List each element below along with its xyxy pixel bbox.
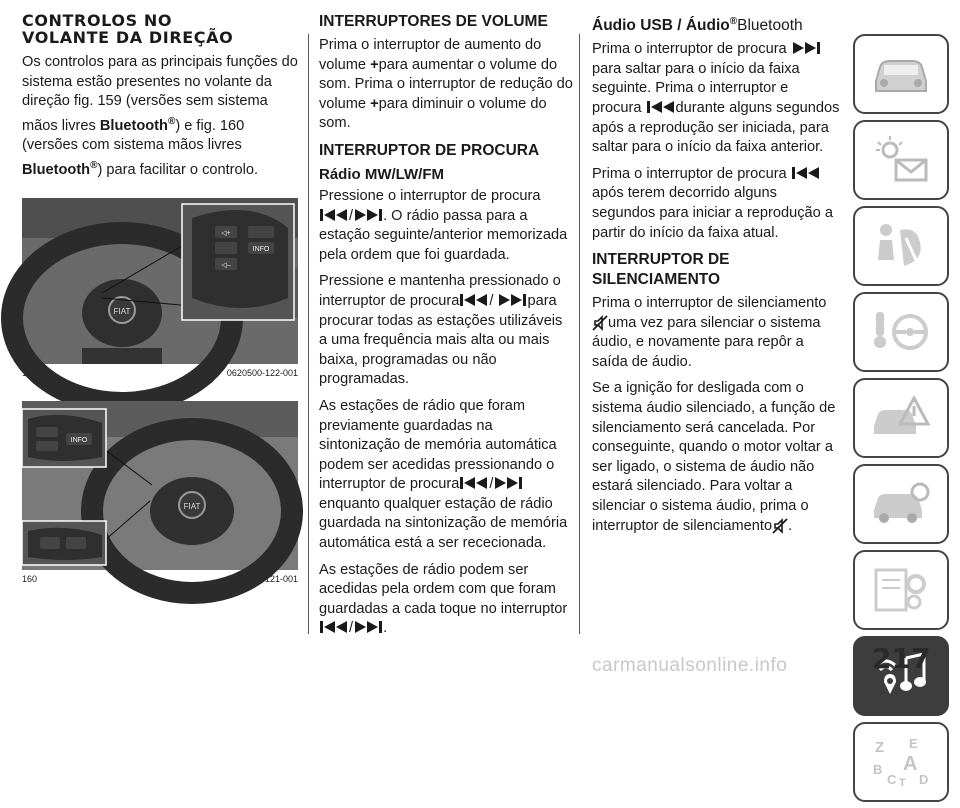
paragraph-mute-1: Prima o interruptor de silenciamento uma vez para silenciar o sistema áudio, e novamente para repôr a saída de áudio. <box>592 295 827 370</box>
index-letter: D <box>919 772 929 787</box>
mute-icon <box>592 315 608 329</box>
paragraph-mute-2: Se a ignição for desligada com o sistema áudio silenciado, a função de silenciamento será cancelada. Por conseguinte, quando o motor voltar a ser ligado, o sistema de áudio não estará silenciado. Para voltar a silenciar o sistema áudio, prima o interruptor de silenciamento . <box>592 380 836 534</box>
alphabetical-index-icon <box>869 734 933 790</box>
svg-text:FIAT: FIAT <box>183 502 201 512</box>
column-divider <box>308 34 309 634</box>
warning-lights-icon <box>870 134 932 186</box>
watermark: carmanualsonline.info <box>592 655 788 676</box>
index-letter: E <box>909 736 918 751</box>
section-heading-steering-controls: CONTROLOS NO VOLANTE DA DIREÇÃO <box>22 11 234 47</box>
index-letter: Z <box>875 739 885 756</box>
paragraph-search-3: As estações de rádio que foram previamente guardadas na sintonização de memória automática podem ser acedidas pressionando o interruptor de procura / enquanto qualquer estação de rádio guardada na sintonização de memória automática está a ser rececionada. <box>319 397 568 552</box>
seek-next-icon <box>493 476 523 490</box>
car-dashboard-icon <box>870 51 932 97</box>
technical-data-icon <box>870 564 932 616</box>
column-3 <box>592 12 840 543</box>
mute-icon <box>772 518 788 532</box>
figure-159-steering-wheel <box>22 198 298 364</box>
heading-volume-switches: INTERRUPTORES DE VOLUME <box>319 13 548 30</box>
svg-text:FIAT: FIAT <box>113 307 131 317</box>
paragraph-search-4: As estações de rádio podem ser acedidas pela ordem com que foram guardadas a cada toque no interruptor / . <box>319 561 568 637</box>
tab-starting-driving[interactable] <box>853 292 949 372</box>
page-number: 217 <box>872 642 931 675</box>
tab-emergency[interactable] <box>853 378 949 458</box>
bluetooth-brand: Bluetooth® <box>99 115 176 134</box>
index-letter: C <box>887 772 897 787</box>
tab-warning-lights[interactable] <box>853 120 949 200</box>
key-steering-icon <box>870 306 932 358</box>
intro-paragraph: Os controlos para as principais funções do sistema estão presentes no volante da direção fig. 159 (versões sem sistema mãos livres Bluetooth®) e fig. 160 (versões com sistema mãos livres Bluetooth®) para facilitar o controlo. <box>22 54 298 178</box>
seek-next-icon <box>353 208 383 222</box>
seek-previous-icon <box>319 620 349 634</box>
index-letter: A <box>903 753 918 775</box>
figure-caption: 159 0620500-122-001 <box>22 368 298 379</box>
paragraph-volume: Prima o interruptor de aumento do volume +para aumentar o volume do som. Prima o interruptor de redução do volume +para diminuir o volume do som. <box>319 37 573 132</box>
steering-wheel-photo-159 <box>22 198 298 364</box>
heading-search-switch: INTERRUPTOR DE PROCURA <box>319 141 540 159</box>
paragraph-audio-2: Prima o interruptor de procura após terem decorrido alguns segundos para iniciar a reprodução a partir do início da faixa atual. <box>592 165 833 241</box>
figure-160-steering-wheel <box>22 401 298 570</box>
tab-service[interactable] <box>853 464 949 544</box>
paragraph-search-1: Pressione o interruptor de procura / . O rádio passa para a estação seguinte/anterior memorizada pela ordem que foi guardada. <box>319 187 568 263</box>
seek-previous-icon <box>319 208 349 222</box>
chapter-tabs <box>853 34 949 808</box>
index-letter: T <box>899 777 906 789</box>
paragraph-audio-1: Prima o interruptor de procura para saltar para o início da faixa seguinte. Prima o interruptor e procura durante alguns segundos após a reprodução ser iniciada, para saltar para o início da faixa anterior. <box>592 41 840 156</box>
steering-wheel-photo-160 <box>22 401 298 570</box>
tab-dashboard[interactable] <box>853 34 949 114</box>
column-divider <box>579 34 580 634</box>
tab-index[interactable] <box>853 722 949 802</box>
volume-up-label: ◁+ <box>221 230 231 238</box>
seek-previous-icon <box>459 293 489 307</box>
seek-next-icon <box>791 41 821 55</box>
seat-safety-icon <box>870 220 932 272</box>
figure-caption: 160 0620500-121-001 <box>22 574 298 585</box>
heading-usb-bluetooth-audio: Áudio USB / Áudio®Bluetooth <box>592 16 803 35</box>
seek-previous-icon <box>459 476 489 490</box>
info-button-label: INFO <box>252 246 270 254</box>
seek-next-icon <box>353 620 383 634</box>
index-letter: B <box>873 762 883 777</box>
column-2 <box>319 12 573 646</box>
emergency-triangle-icon <box>870 392 932 444</box>
seek-previous-icon <box>646 100 676 114</box>
info-button-label: INFO <box>70 437 88 445</box>
subheading-radio-bands: Rádio MW/LW/FM <box>319 165 444 183</box>
paragraph-search-2: Pressione e mantenha pressionado o interruptor de procura / para procurar todas as estações utilizáveis a uma frequência mais alta ou mais baixa, programadas ou não programadas. <box>319 273 563 388</box>
bluetooth-brand: Bluetooth® <box>22 159 98 178</box>
volume-down-label: ◁– <box>221 262 231 270</box>
seek-previous-icon <box>791 166 821 180</box>
seek-next-icon <box>497 293 527 307</box>
column-1 <box>22 12 298 585</box>
tab-technical-data[interactable] <box>853 550 949 630</box>
tab-safety[interactable] <box>853 206 949 286</box>
car-service-icon <box>870 478 932 530</box>
heading-mute-switch: INTERRUPTOR DE SILENCIAMENTO <box>592 251 730 289</box>
